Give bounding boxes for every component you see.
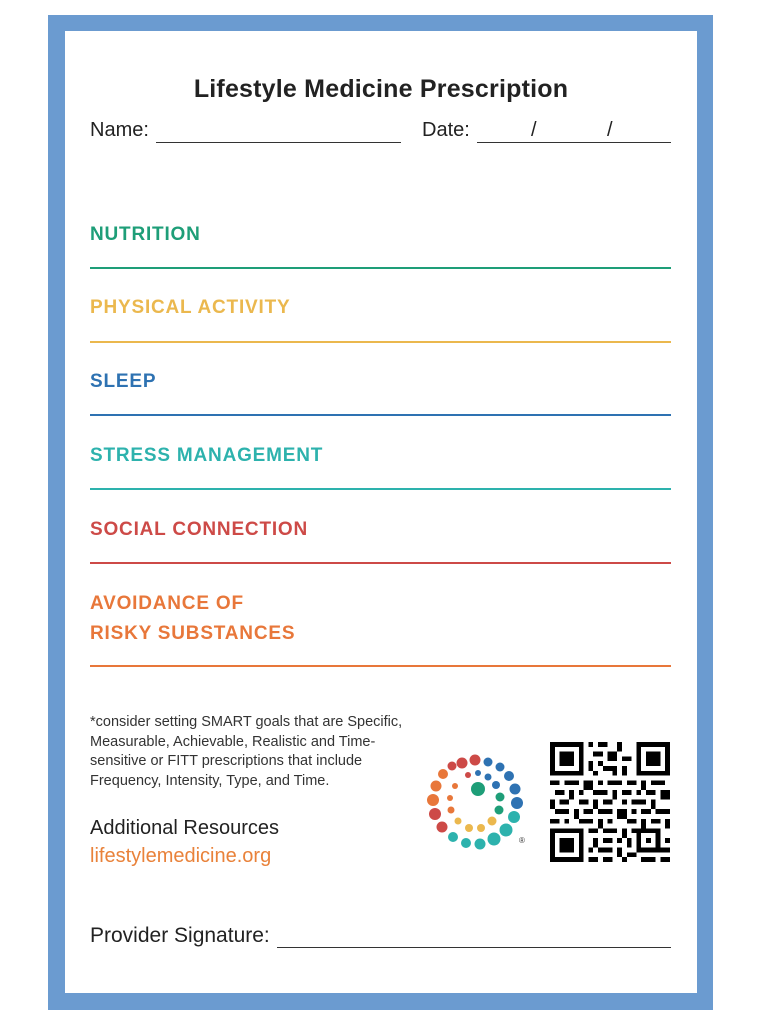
- date-separator: /: [607, 119, 613, 141]
- category-physical-activity: PHYSICAL ACTIVITY: [90, 297, 291, 318]
- category-avoidance-line2: RISKY SUBSTANCES: [90, 623, 296, 644]
- category-social-connection: SOCIAL CONNECTION: [90, 519, 309, 540]
- provider-signature-label: Provider Signature:: [90, 924, 270, 947]
- resources-link[interactable]: lifestylemedicine.org: [90, 845, 272, 867]
- nutrition-line[interactable]: [90, 267, 671, 269]
- sleep-line[interactable]: [90, 414, 671, 416]
- prescription-card: [65, 31, 697, 993]
- social-connection-line[interactable]: [90, 562, 671, 564]
- date-separator: /: [531, 119, 537, 141]
- avoidance-line[interactable]: [90, 665, 671, 667]
- page-title: Lifestyle Medicine Prescription: [193, 75, 569, 103]
- qr-code-icon: [550, 742, 670, 862]
- category-stress-management: STRESS MANAGEMENT: [90, 445, 324, 466]
- lifestyle-medicine-logo-icon: [420, 751, 530, 861]
- stress-management-line[interactable]: [90, 488, 671, 490]
- name-label: Name:: [90, 119, 149, 141]
- category-avoidance-line1: AVOIDANCE OF: [90, 593, 244, 614]
- category-sleep: SLEEP: [90, 371, 157, 392]
- smart-goals-note: *consider setting SMART goals that are Specific, Measurable, Achievable, Realistic and Time-sensitive or FITT prescriptions that include Frequency, Intensity, Type, and Time.: [90, 714, 403, 789]
- resources-heading: Additional Resources: [90, 817, 279, 839]
- registered-mark: ®: [519, 836, 525, 845]
- category-nutrition: NUTRITION: [90, 224, 201, 245]
- category-avoidance: [90, 589, 295, 649]
- name-field[interactable]: [156, 142, 401, 143]
- date-field[interactable]: [477, 142, 671, 143]
- physical-activity-line[interactable]: [90, 341, 671, 343]
- provider-signature-field[interactable]: [277, 947, 671, 948]
- date-label: Date:: [422, 119, 470, 141]
